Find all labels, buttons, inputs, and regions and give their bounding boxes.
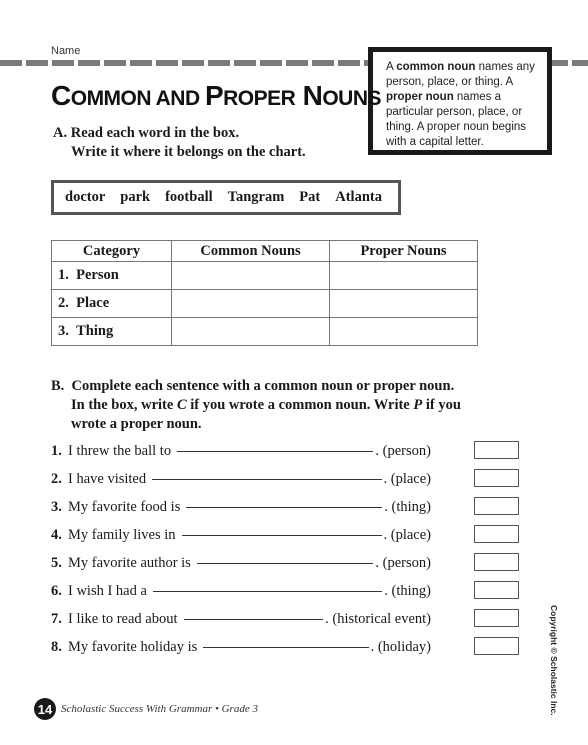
section-b-line2: In the box, write C if you wrote a common noun. Write P if you (71, 397, 461, 413)
chart-header-proper: Proper Nouns (330, 241, 478, 262)
section-a-label: A. (53, 125, 68, 141)
answer-blank[interactable] (203, 646, 368, 648)
answer-box[interactable] (474, 525, 519, 543)
chart-category: 2. Place (52, 290, 172, 318)
definition-text: names a particular person, place, or thing. A proper noun begins with a capital letter. (386, 91, 527, 148)
answer-box[interactable] (474, 609, 519, 627)
answer-blank[interactable] (153, 590, 382, 592)
answer-blank[interactable] (184, 618, 324, 620)
answer-blank[interactable] (182, 534, 382, 536)
sentence-8: 8. My favorite holiday is . (holiday) (51, 639, 431, 655)
noun-chart (51, 240, 478, 346)
chart-row (52, 262, 478, 290)
definition-text: names any person, place, or thing. A (386, 61, 535, 88)
sentence-3: 3. My favorite food is . (thing) (51, 499, 431, 515)
chart-header-common: Common Nouns (172, 241, 330, 262)
chart-row (52, 318, 478, 346)
word-item: Pat (299, 189, 321, 205)
section-b-line3: wrote a proper noun. (71, 416, 202, 432)
definition-term-proper: proper noun (386, 91, 454, 103)
section-a-line2: Write it where it belongs on the chart. (71, 144, 306, 160)
chart-header-category: Category (52, 241, 172, 262)
sentence-6: 6. I wish I had a . (thing) (51, 583, 431, 599)
chart-cell-common[interactable] (172, 262, 330, 290)
answer-blank[interactable] (186, 506, 382, 508)
word-item: Tangram (227, 189, 285, 205)
section-b-label: B. (51, 378, 65, 394)
word-item: Atlanta (335, 189, 382, 205)
answer-blank[interactable] (152, 478, 381, 480)
answer-box[interactable] (474, 441, 519, 459)
chart-category: 3. Thing (52, 318, 172, 346)
sentence-4: 4. My family lives in . (place) (51, 527, 431, 543)
answer-box[interactable] (474, 469, 519, 487)
word-item: park (120, 189, 151, 205)
chart-row (52, 290, 478, 318)
section-b-line1: Complete each sentence with a common noun or proper noun. (71, 378, 455, 394)
answer-blank[interactable] (197, 562, 374, 564)
section-b-instructions (51, 377, 461, 434)
chart-cell-common[interactable] (172, 290, 330, 318)
page-title: COMMON AND PROPER NOUNS (51, 80, 382, 111)
answer-blank[interactable] (177, 450, 373, 452)
section-a-instructions (53, 124, 306, 162)
page-number: 14 (34, 698, 56, 720)
section-a-line1: Read each word in the box. (70, 125, 240, 141)
definition-text: A (386, 61, 397, 73)
answer-box[interactable] (474, 497, 519, 515)
word-box (51, 180, 401, 215)
chart-cell-proper[interactable] (330, 290, 478, 318)
sentence-7: 7. I like to read about . (historical event) (51, 611, 431, 627)
word-item: football (165, 189, 213, 205)
definition-box (368, 47, 552, 155)
sentence-1: 1. I threw the ball to . (person) (51, 443, 431, 459)
chart-cell-proper[interactable] (330, 318, 478, 346)
copyright-notice: Copyright © Scholastic Inc. (549, 605, 559, 716)
sentence-5: 5. My favorite author is . (person) (51, 555, 431, 571)
answer-box[interactable] (474, 581, 519, 599)
chart-cell-proper[interactable] (330, 262, 478, 290)
sentence-2: 2. I have visited . (place) (51, 471, 431, 487)
chart-category: 1. Person (52, 262, 172, 290)
footer-text: Scholastic Success With Grammar • Grade 3 (61, 703, 258, 715)
answer-box[interactable] (474, 553, 519, 571)
word-item: doctor (65, 189, 106, 205)
definition-term-common: common noun (396, 61, 476, 73)
name-label: Name (51, 45, 81, 57)
chart-cell-common[interactable] (172, 318, 330, 346)
answer-box[interactable] (474, 637, 519, 655)
